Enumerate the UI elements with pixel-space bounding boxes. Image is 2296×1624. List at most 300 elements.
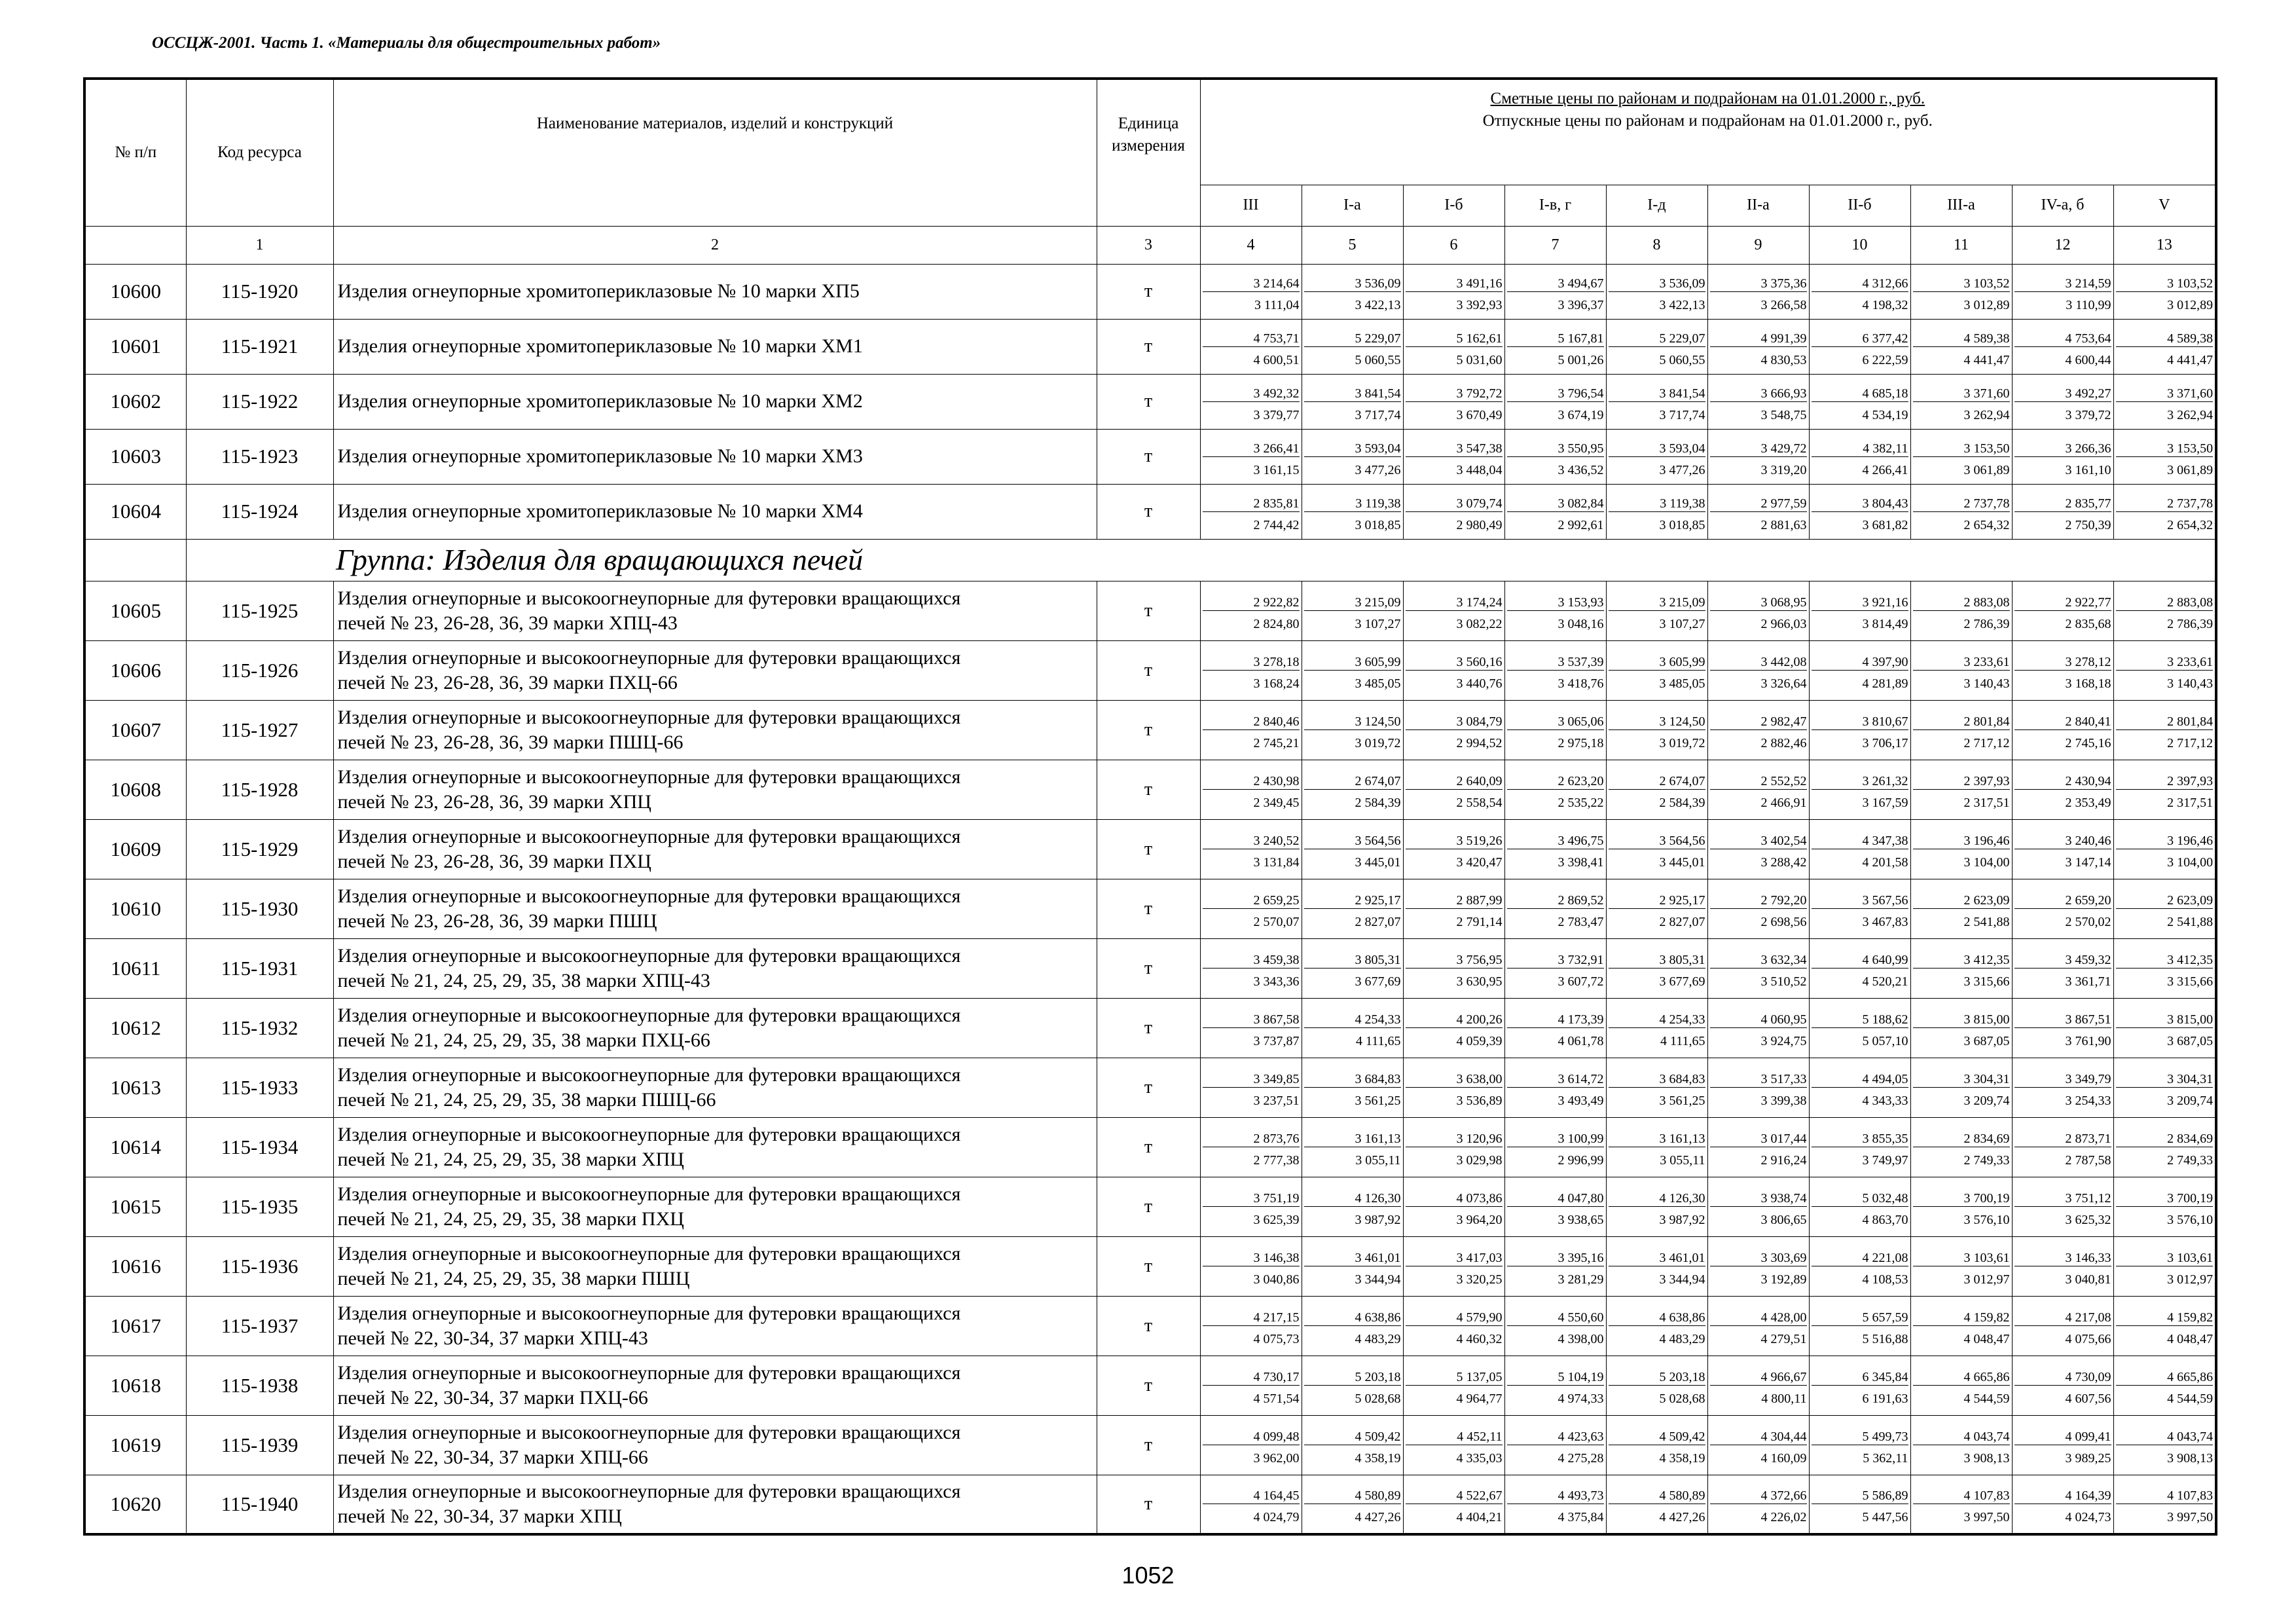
estimate-price: 3 395,16 [1507,1245,1604,1266]
table-row [84,1177,2216,1236]
release-price: 3 281,29 [1558,1272,1604,1287]
table-row [84,1058,2216,1117]
release-price: 6 222,59 [1862,352,1908,367]
resource-code: 115-1931 [186,938,333,998]
estimate-price: 4 550,60 [1507,1304,1604,1326]
release-price: 3 111,04 [1254,297,1300,312]
unit: т [1097,1296,1200,1356]
material-name-line: Изделия огнеупорные и высокоогнеупорные для футеровки вращающихся [337,1123,961,1145]
price-cell [1200,1236,1302,1296]
unit: т [1097,1475,1200,1534]
price-cell [1910,819,2012,879]
estimate-price: 3 732,91 [1507,947,1604,969]
estimate-price: 3 684,83 [1609,1066,1705,1088]
price-cell [1606,700,1707,760]
release-price: 4 483,29 [1659,1332,1705,1346]
estimate-price: 2 925,17 [1304,887,1401,909]
estimate-price: 4 304,44 [1710,1424,1807,1445]
price-cell [1403,640,1504,700]
region-header: III [1200,185,1302,226]
table-row [84,760,2216,819]
estimate-price: 5 657,59 [1812,1304,1908,1326]
release-price: 4 061,78 [1558,1034,1604,1048]
region-header: I-д [1606,185,1707,226]
release-price: 2 353,49 [2065,796,2111,810]
prices-subtitle: Отпускные цены по районам и подрайонам на 01.01.2000 г., руб. [1482,112,1933,130]
price-cell [1504,484,1606,539]
release-price: 4 800,11 [1761,1392,1807,1406]
price-cell [1504,581,1606,640]
price-cell [2012,484,2113,539]
release-price: 2 570,02 [2065,915,2111,929]
release-price: 3 319,20 [1760,462,1807,477]
release-price: 3 997,50 [2167,1510,2214,1525]
estimate-price: 2 873,71 [2014,1126,2111,1147]
release-price: 4 441,47 [2167,352,2214,367]
column-number: 5 [1302,226,1403,264]
estimate-price: 2 887,99 [1406,887,1503,909]
estimate-price: 2 834,69 [2116,1126,2214,1147]
release-price: 3 510,52 [1760,974,1807,989]
release-price: 3 924,75 [1760,1034,1807,1048]
release-price: 4 048,47 [2167,1332,2214,1346]
estimate-price: 4 126,30 [1609,1185,1705,1207]
material-name-line: Изделия огнеупорные и высокоогнеупорные для футеровки вращающихся [337,1183,961,1205]
price-cell [2113,998,2216,1058]
estimate-price: 3 564,56 [1609,828,1705,849]
price-cell [1809,1356,1910,1415]
release-price: 3 012,89 [2167,297,2214,312]
material-name-line: Изделия огнеупорные и высокоогнеупорные для футеровки вращающихся [337,587,961,609]
price-cell [2113,879,2216,938]
estimate-price: 3 564,56 [1304,828,1401,849]
release-price: 3 536,89 [1456,1094,1503,1108]
price-cell [1707,374,1809,429]
price-cell [1809,581,1910,640]
release-price: 3 147,14 [2065,855,2111,870]
estimate-price: 3 550,95 [1507,435,1604,457]
price-cell [1910,374,2012,429]
release-price: 3 681,82 [1862,517,1908,532]
price-cell [1606,998,1707,1058]
price-cell [2113,264,2216,319]
price-cell [1403,998,1504,1058]
release-price: 5 028,68 [1659,1392,1705,1406]
price-cell [1200,879,1302,938]
price-cell [2012,640,2113,700]
release-price: 4 520,21 [1862,974,1908,989]
release-price: 5 001,26 [1558,352,1604,367]
price-cell [1606,760,1707,819]
estimate-price: 3 547,38 [1406,435,1503,457]
price-cell [1403,700,1504,760]
release-price: 3 398,41 [1558,855,1604,870]
release-price: 3 315,66 [2167,974,2214,989]
release-price: 3 477,26 [1355,462,1401,477]
price-cell [1707,879,1809,938]
resource-code: 115-1933 [186,1058,333,1117]
release-price: 3 029,98 [1456,1153,1503,1168]
price-cell [1809,998,1910,1058]
table-row [84,484,2216,539]
price-cell [1910,640,2012,700]
estimate-price: 3 855,35 [1812,1126,1908,1147]
price-cell [1403,319,1504,374]
material-name [333,1356,1097,1415]
row-number: 10616 [84,1236,186,1296]
release-price: 5 060,55 [1659,352,1705,367]
estimate-price: 3 796,54 [1507,380,1604,402]
estimate-price: 5 499,73 [1812,1424,1908,1445]
region-header: II-а [1707,185,1809,226]
price-cell [1707,640,1809,700]
estimate-price: 2 840,41 [2014,709,2111,730]
estimate-price: 3 632,34 [1710,947,1807,969]
release-price: 3 445,01 [1355,855,1401,870]
estimate-price: 4 509,42 [1304,1424,1401,1445]
release-price: 3 677,69 [1355,974,1401,989]
release-price: 2 786,39 [1963,617,2010,631]
estimate-price: 4 665,86 [2116,1364,2214,1386]
price-cell [1302,374,1403,429]
estimate-price: 3 491,16 [1406,270,1503,292]
release-price: 3 344,94 [1355,1272,1401,1287]
region-header: IV-а, б [2012,185,2113,226]
price-cell [1707,998,1809,1058]
unit: т [1097,938,1200,998]
price-cell [1707,1058,1809,1117]
material-name [333,1236,1097,1296]
price-cell [1910,264,2012,319]
release-price: 2 827,07 [1355,915,1401,929]
price-cell [1403,264,1504,319]
table-row [84,640,2216,700]
price-cell [1809,938,1910,998]
material-name-line: печей № 21, 24, 25, 29, 35, 38 марки ПХЦ [337,1208,684,1230]
estimate-price: 2 623,09 [1913,887,2010,909]
estimate-price: 3 371,60 [2116,380,2214,402]
release-price: 5 362,11 [1863,1451,1908,1466]
material-name-line: печей № 22, 30-34, 37 марки ХПЦ-66 [337,1446,648,1468]
price-cell [2113,938,2216,998]
estimate-price: 4 043,74 [2116,1424,2214,1445]
release-price: 3 209,74 [1963,1094,2010,1108]
resource-code: 115-1934 [186,1117,333,1177]
price-cell [2113,1177,2216,1236]
release-price: 3 082,22 [1456,617,1503,631]
price-cell [1302,1415,1403,1475]
estimate-price: 3 233,61 [1913,649,2010,671]
row-number: 10602 [84,374,186,429]
unit: т [1097,640,1200,700]
price-cell [2012,819,2113,879]
price-cell [1707,700,1809,760]
price-cell [1200,1117,1302,1177]
row-number: 10604 [84,484,186,539]
estimate-price: 2 835,81 [1203,490,1300,512]
release-price: 3 445,01 [1659,855,1705,870]
price-cell [1910,581,2012,640]
estimate-price: 4 126,30 [1304,1185,1401,1207]
material-name-line: Изделия огнеупорные и высокоогнеупорные для футеровки вращающихся [337,1421,961,1443]
estimate-price: 3 756,95 [1406,947,1503,969]
estimate-price: 3 492,27 [2014,380,2111,402]
price-cell [1302,1058,1403,1117]
estimate-price: 4 159,82 [2116,1304,2214,1326]
price-cell [1302,1177,1403,1236]
estimate-price: 2 659,25 [1203,887,1300,909]
estimate-price: 3 153,50 [1913,435,2010,457]
price-cell [1809,374,1910,429]
unit: т [1097,374,1200,429]
release-price: 3 576,10 [2167,1213,2214,1227]
estimate-price: 4 638,86 [1304,1304,1401,1326]
estimate-price: 4 665,86 [1913,1364,2010,1386]
price-cell [1504,1177,1606,1236]
price-cell [2012,760,2113,819]
release-price: 4 024,79 [1253,1510,1300,1525]
estimate-price: 3 153,50 [2116,435,2214,457]
price-cell [2113,819,2216,879]
estimate-price: 3 412,35 [1913,947,2010,969]
release-price: 3 018,85 [1659,517,1705,532]
release-price: 4 075,66 [2065,1332,2111,1346]
estimate-price: 3 214,64 [1203,270,1300,292]
unit: т [1097,879,1200,938]
price-cell [1809,1236,1910,1296]
release-price: 3 422,13 [1355,297,1401,312]
release-price: 2 783,47 [1558,915,1604,929]
resource-code: 115-1939 [186,1415,333,1475]
estimate-price: 3 233,61 [2116,649,2214,671]
estimate-price: 3 119,38 [1609,490,1705,512]
release-price: 3 161,10 [2065,462,2111,477]
release-price: 3 140,43 [2167,676,2214,691]
release-price: 3 262,94 [2167,407,2214,422]
price-cell [1200,1296,1302,1356]
row-number: 10606 [84,640,186,700]
price-cell [1504,1356,1606,1415]
release-price: 3 440,76 [1456,676,1503,691]
release-price: 3 997,50 [1963,1510,2010,1525]
release-price: 3 396,37 [1558,297,1604,312]
column-number [84,226,186,264]
price-cell [1910,1177,2012,1236]
price-cell [2113,581,2216,640]
unit: т [1097,819,1200,879]
price-cell [1504,374,1606,429]
material-name [333,640,1097,700]
price-cell [1606,879,1707,938]
price-cell [1403,1058,1504,1117]
estimate-price: 4 522,67 [1406,1483,1503,1504]
price-cell [1606,1415,1707,1475]
release-price: 5 028,68 [1355,1392,1401,1406]
price-cell [1707,1475,1809,1534]
price-cell [2012,700,2113,760]
price-cell [1809,484,1910,539]
price-cell [1302,1356,1403,1415]
release-price: 4 281,89 [1862,676,1908,691]
release-price: 3 055,11 [1660,1153,1705,1168]
release-price: 5 060,55 [1355,352,1401,367]
price-cell [2113,700,2216,760]
estimate-price: 5 104,19 [1507,1364,1604,1386]
release-price: 4 607,56 [2065,1392,2111,1406]
unit: т [1097,429,1200,484]
resource-code: 115-1927 [186,700,333,760]
estimate-price: 3 461,01 [1609,1245,1705,1266]
estimate-price: 3 593,04 [1304,435,1401,457]
release-price: 3 161,15 [1253,462,1300,477]
price-cell [1707,264,1809,319]
estimate-price: 3 815,00 [2116,1006,2214,1028]
price-cell [1707,1415,1809,1475]
price-cell [1302,819,1403,879]
release-price: 2 882,46 [1760,736,1807,750]
estimate-price: 3 146,38 [1203,1245,1300,1266]
col-header-prices [1200,79,2216,185]
release-price: 3 749,97 [1862,1153,1908,1168]
release-price: 3 806,65 [1760,1213,1807,1227]
resource-code: 115-1936 [186,1236,333,1296]
release-price: 3 607,72 [1558,974,1604,989]
table-row [84,264,2216,319]
row-number: 10612 [84,998,186,1058]
estimate-price: 3 810,67 [1812,709,1908,730]
price-cell [1200,819,1302,879]
estimate-price: 3 605,99 [1304,649,1401,671]
estimate-price: 4 164,39 [2014,1483,2111,1504]
page-header: ОССЦЖ-2001. Часть 1. «Материалы для общестроительных работ» [152,34,661,52]
estimate-price: 4 991,39 [1710,325,1807,347]
price-cell [1606,264,1707,319]
prices-title: Сметные цены по районам и подрайонам на 01.01.2000 г., руб. [1490,90,1925,107]
estimate-price: 2 801,84 [2116,709,2214,730]
price-cell [1403,879,1504,938]
price-cell [1403,1356,1504,1415]
price-cell [2113,760,2216,819]
release-price: 4 226,02 [1760,1510,1807,1525]
estimate-price: 4 047,80 [1507,1185,1604,1207]
estimate-price: 3 100,99 [1507,1126,1604,1147]
estimate-price: 5 137,05 [1406,1364,1503,1386]
release-price: 3 987,92 [1355,1213,1401,1227]
material-name-line: Изделия огнеупорные и высокоогнеупорные для футеровки вращающихся [337,646,961,669]
release-price: 3 019,72 [1659,736,1705,750]
estimate-price: 3 536,09 [1609,270,1705,292]
price-cell [2012,1296,2113,1356]
material-name [333,1475,1097,1534]
estimate-price: 3 459,32 [2014,947,2111,969]
price-cell [1302,1475,1403,1534]
release-price: 4 343,33 [1862,1094,1908,1108]
estimate-price: 3 266,36 [2014,435,2111,457]
unit: т [1097,760,1200,819]
price-cell [1707,484,1809,539]
release-price: 4 059,39 [1456,1034,1503,1048]
unit: т [1097,581,1200,640]
release-price: 2 750,39 [2065,517,2111,532]
material-name-line: Изделия огнеупорные и высокоогнеупорные для футеровки вращающихся [337,1063,961,1086]
release-price: 2 535,22 [1558,796,1604,810]
release-price: 3 379,72 [2065,407,2111,422]
material-name: Изделия огнеупорные хромитопериклазовые № 10 марки ХМ1 [333,319,1097,374]
release-price: 3 392,93 [1456,297,1503,312]
table-row [84,1356,2216,1415]
row-number: 10610 [84,879,186,938]
estimate-price: 4 043,74 [1913,1424,2010,1445]
release-price: 3 962,00 [1253,1451,1300,1466]
resource-code: 115-1928 [186,760,333,819]
price-cell [1504,879,1606,938]
release-price: 4 600,51 [1253,352,1300,367]
estimate-price: 3 103,52 [1913,270,2010,292]
release-price: 3 140,43 [1963,676,2010,691]
row-number: 10600 [84,264,186,319]
estimate-price: 3 124,50 [1304,709,1401,730]
release-price: 2 824,80 [1253,617,1300,631]
price-cell [1809,319,1910,374]
estimate-price: 3 119,38 [1304,490,1401,512]
material-name: Изделия огнеупорные хромитопериклазовые № 10 марки ХМ3 [333,429,1097,484]
price-cell [2012,879,2113,938]
estimate-price: 5 229,07 [1609,325,1705,347]
material-name-line: печей № 21, 24, 25, 29, 35, 38 марки ХПЦ [337,1148,684,1170]
release-price: 2 541,88 [1963,915,2010,929]
release-price: 3 040,81 [2065,1272,2111,1287]
group-spacer [186,539,333,581]
estimate-price: 2 659,20 [2014,887,2111,909]
price-cell [2012,374,2113,429]
estimate-price: 2 792,20 [1710,887,1807,909]
release-price: 3 485,05 [1355,676,1401,691]
release-price: 3 485,05 [1659,676,1705,691]
estimate-price: 5 203,18 [1609,1364,1705,1386]
release-price: 3 131,84 [1253,855,1300,870]
estimate-price: 4 107,83 [1913,1483,2010,1504]
price-cell [1403,429,1504,484]
estimate-price: 4 254,33 [1609,1006,1705,1028]
price-cell [1302,319,1403,374]
release-price: 4 544,59 [1963,1392,2010,1406]
release-price: 3 477,26 [1659,462,1705,477]
row-number: 10614 [84,1117,186,1177]
column-number: 13 [2113,226,2216,264]
price-cell [1910,484,2012,539]
release-price: 4 335,03 [1456,1451,1503,1466]
price-cell [1606,1296,1707,1356]
price-cell [1504,819,1606,879]
release-price: 4 201,58 [1862,855,1908,870]
estimate-price: 5 188,62 [1812,1006,1908,1028]
price-cell [2012,1117,2113,1177]
price-cell [2012,1356,2113,1415]
price-cell [2113,1296,2216,1356]
price-cell [1809,264,1910,319]
material-name-line: Изделия огнеупорные и высокоогнеупорные для футеровки вращающихся [337,1480,961,1502]
resource-code: 115-1925 [186,581,333,640]
estimate-price: 6 377,42 [1812,325,1908,347]
release-price: 4 863,70 [1862,1213,1908,1227]
estimate-price: 4 060,95 [1710,1006,1807,1028]
resource-code: 115-1930 [186,879,333,938]
estimate-price: 4 173,39 [1507,1006,1604,1028]
group-spacer [84,539,186,581]
table-row [84,429,2216,484]
material-name [333,1058,1097,1117]
price-cell [1504,760,1606,819]
